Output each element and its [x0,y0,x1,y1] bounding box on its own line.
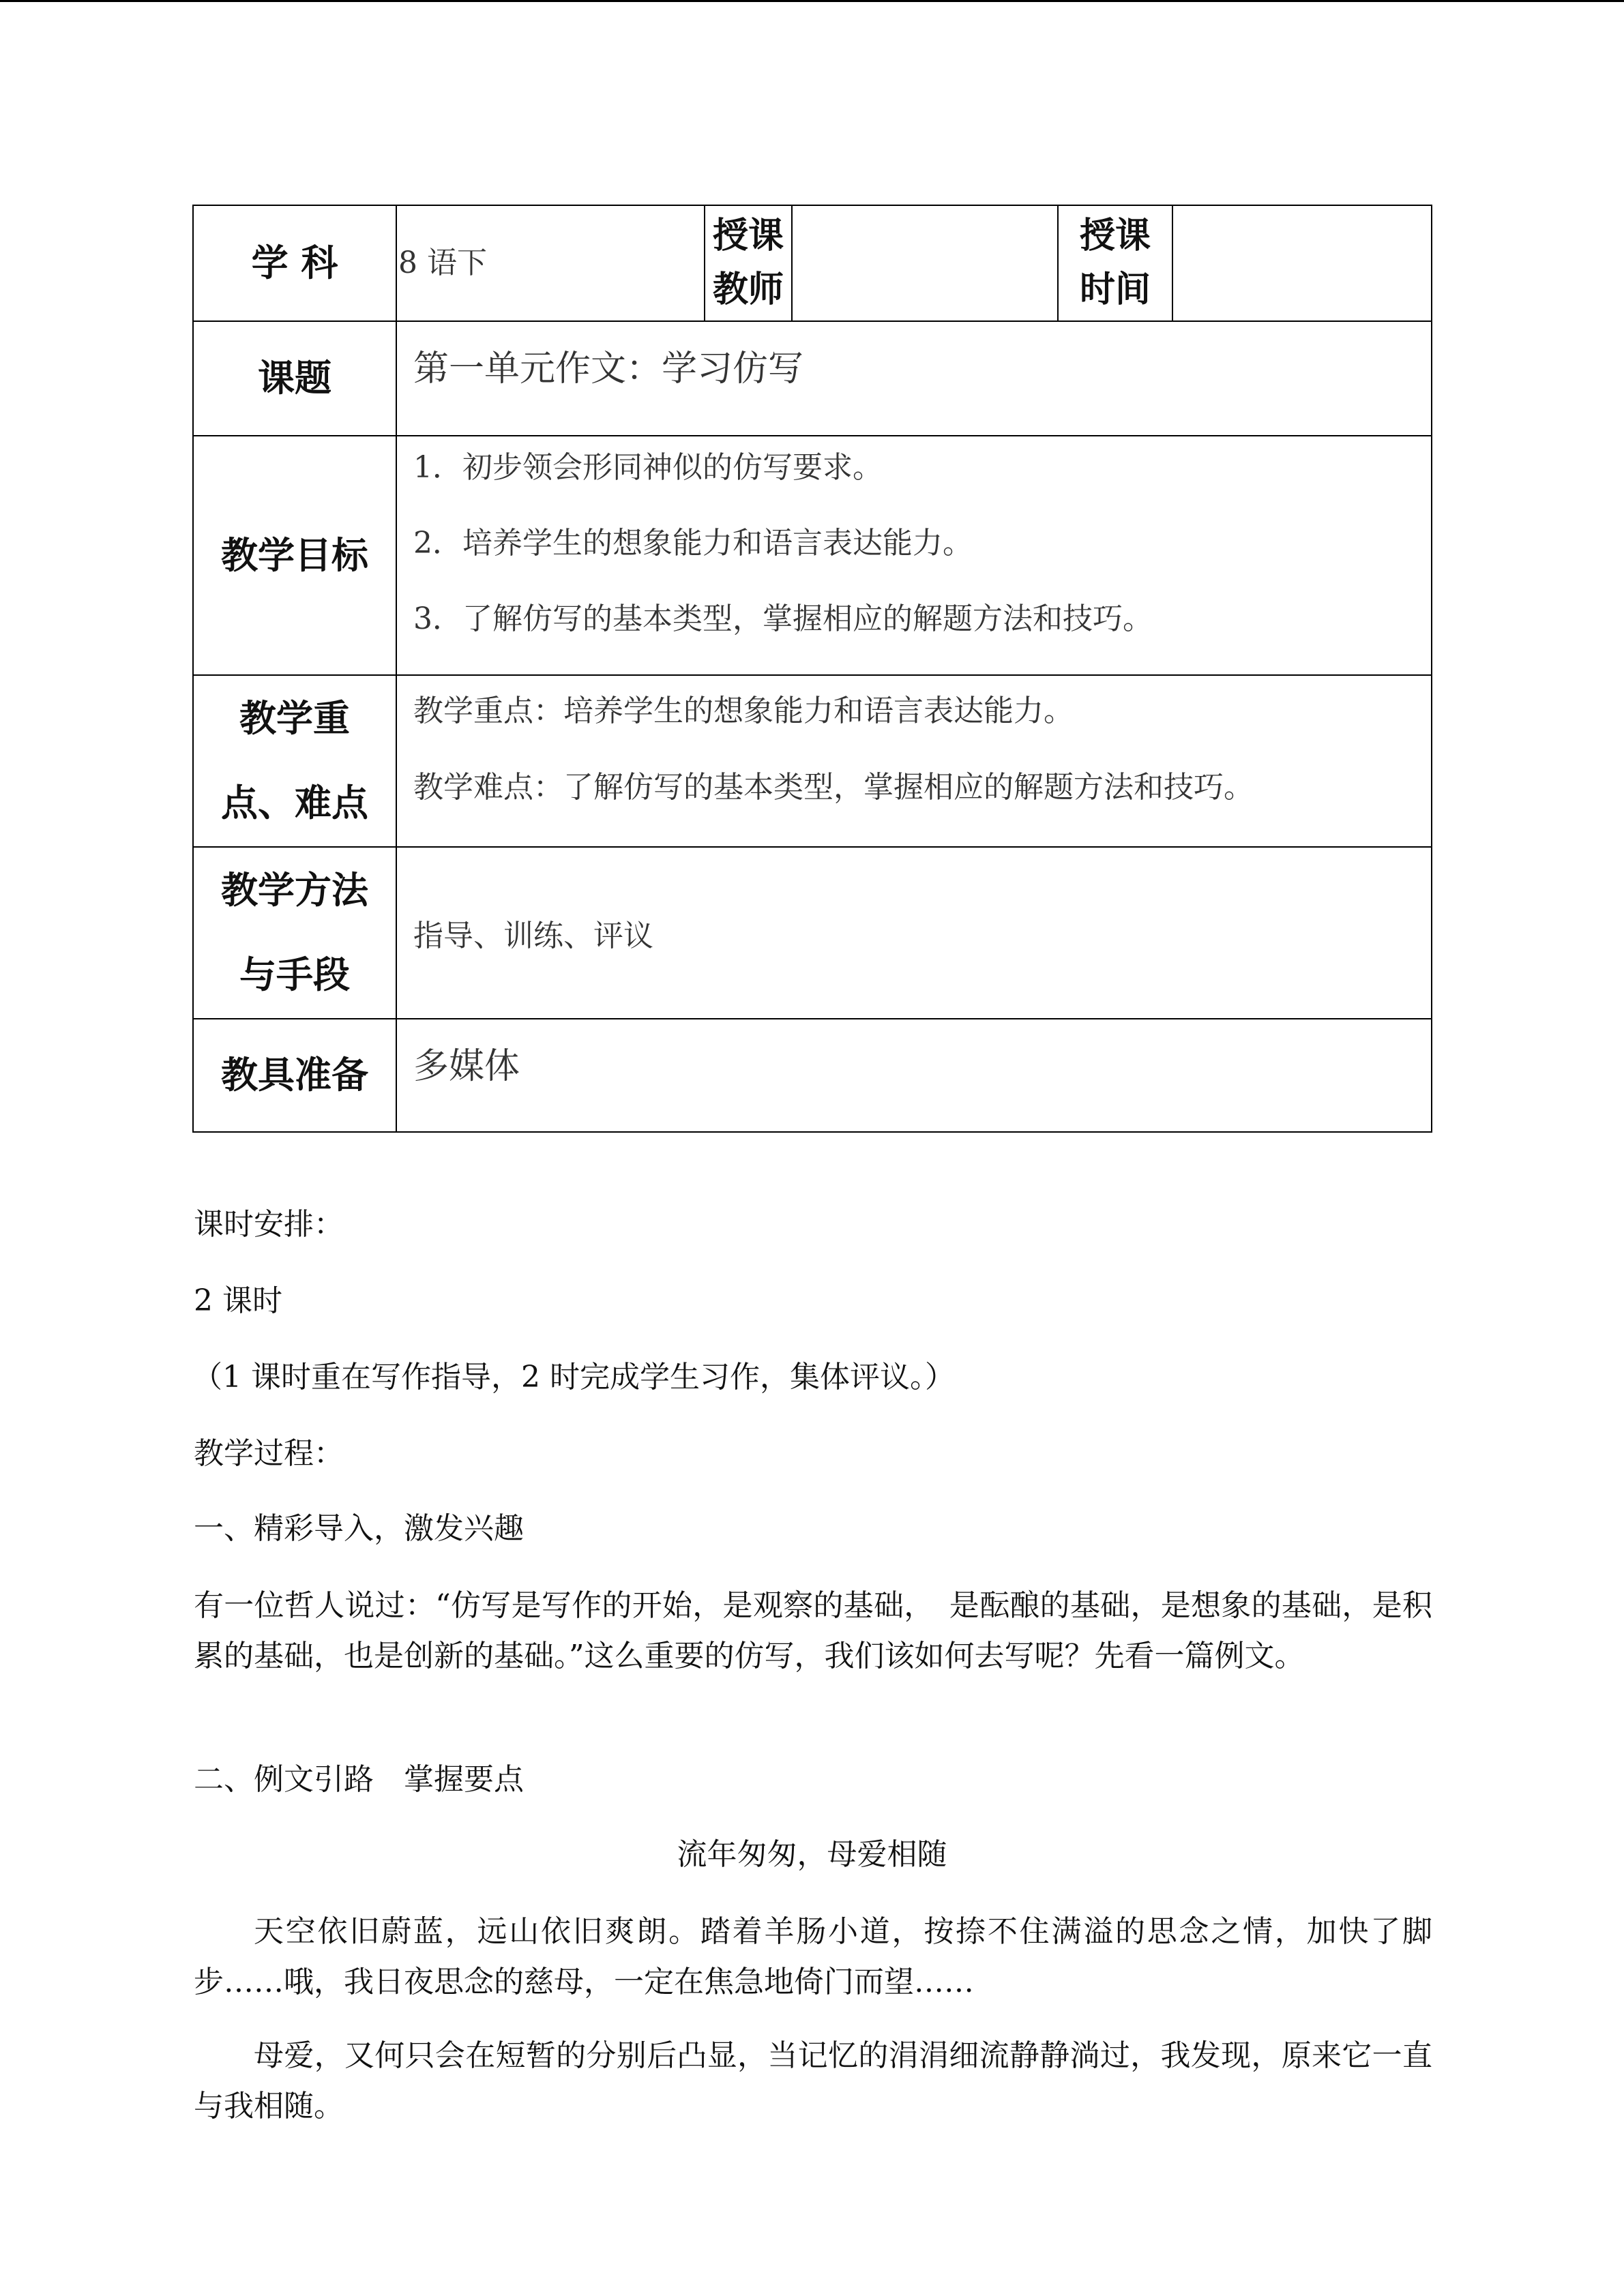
row-tools [193,1019,1432,1132]
method-label [193,847,396,1019]
schedule-label: 课时安排： [194,1207,344,1242]
row-keypoints [193,675,1432,847]
time-value [1172,205,1432,321]
row-subject [193,205,1432,321]
schedule-value: 2 课时 [194,1283,282,1318]
step-one-heading: 一、精彩导入，激发兴趣 [194,1511,524,1546]
schedule-note: （1 课时重在写作指导，2 时完成学生习作，集体评议。） [192,1360,955,1395]
intro-paragraph: 有一位哲人说过：“仿写是写作的开始，是观察的基础， 是酝酿的基础，是想象的基础，是积累的基础，也是创新的基础。”这么重要的仿写，我们该如何去写呢？先看一篇例文。 [194,1588,1432,1673]
time-label-text: 授课时间 [1079,215,1151,310]
subject-value: 8 语下 [396,205,705,321]
method-label-text: 教学方法与手段 [221,869,368,996]
goals-list [396,436,1432,675]
lesson-plan-table [192,205,1432,1133]
essay-paragraph-2: 母爱，又何只会在短暂的分别后凸显，当记忆的涓涓细流静静淌过，我发现，原来它一直与我相随。 [194,2038,1432,2123]
goal-item: 1．初步领会形同神似的仿写要求。 [413,450,883,485]
goal-item: 2．培养学生的想象能力和语言表达能力。 [413,526,973,561]
topic-label: 课题 [193,321,396,436]
topic-value: 第一单元作文：学习仿写 [396,321,1432,436]
keypoints-content [396,675,1432,847]
teacher-label-text: 授课教师 [712,215,784,310]
row-method [193,847,1432,1019]
goals-label: 教学目标 [193,436,396,675]
step-two-heading: 二、例文引路 掌握要点 [194,1762,524,1797]
tools-value: 多媒体 [396,1019,1432,1132]
teacher-label [705,205,792,321]
subject-label: 学 科 [193,205,396,321]
process-label: 教学过程： [194,1436,344,1471]
difficulty-point: 教学难点：了解仿写的基本类型，掌握相应的解题方法和技巧。 [413,770,1254,805]
page-top-rule [0,0,1624,2]
keypoints-label [193,675,396,847]
key-point: 教学重点：培养学生的想象能力和语言表达能力。 [413,694,1074,728]
row-goals [193,436,1432,675]
method-value: 指导、训练、评议 [396,847,1432,1019]
essay-paragraph-1: 天空依旧蔚蓝，远山依旧爽朗。踏着羊肠小道，按捺不住满溢的思念之情，加快了脚步……哦，我日夜思念的慈母，一定在焦急地倚门而望…… [194,1914,1432,1999]
tools-label: 教具准备 [193,1019,396,1132]
essay-title: 流年匆匆，母爱相随 [677,1837,947,1872]
time-label [1058,205,1172,321]
row-topic [193,321,1432,436]
goal-item: 3．了解仿写的基本类型，掌握相应的解题方法和技巧。 [413,601,1153,636]
teacher-value [792,205,1058,321]
keypoints-label-text: 教学重点、难点 [221,697,368,824]
